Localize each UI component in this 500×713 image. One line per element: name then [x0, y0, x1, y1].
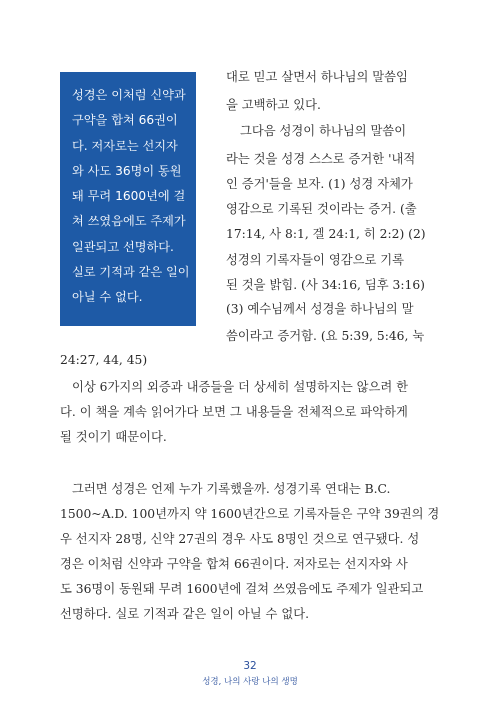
body-line: 다. 이 책을 계속 읽어가다 보면 그 내용들을 전체적으로 파악하게 [60, 405, 408, 419]
body-line: 그다음 성경이 하나님의 말씀이 [240, 124, 407, 138]
body-line: 대로 믿고 살면서 하나님의 말씀임 [226, 70, 408, 84]
body-line: 을 고백하고 있다. [226, 98, 321, 112]
body-line: 씀이라고 증거함. (요 5:39, 5:46, 눅 [226, 329, 425, 343]
body-line: 이상 6가지의 외증과 내증들을 더 상세히 설명하지는 않으려 한 [72, 380, 409, 394]
pull-quote-line: 구약을 합쳐 66권이 [72, 113, 178, 128]
pull-quote-box [60, 72, 196, 326]
body-line: 경은 이처럼 신약과 구약을 합쳐 66권이다. 저자로는 선지자와 사 [60, 557, 408, 571]
pull-quote-line: 아닐 수 없다. [72, 290, 143, 305]
pull-quote-line: 와 사도 36명이 동원 [72, 163, 182, 178]
body-line: 1500~A.D. 100년까지 약 1600년간으로 기록자들은 구약 39권의 경 [60, 507, 440, 521]
pull-quote-line: 일관되고 선명하다. [72, 239, 174, 254]
pull-quote-line: 쳐 쓰였음에도 주제가 [72, 214, 186, 229]
body-line: 된 것을 밝힘. (사 34:16, 딤후 3:16) [226, 278, 425, 292]
body-line: 17:14, 사 8:1, 겔 24:1, 히 2:2) (2) [226, 227, 426, 241]
body-line: 인 증거'들을 보자. (1) 성경 자체가 [226, 177, 413, 191]
body-line: 우 선지자 28명, 신약 27권의 경우 사도 8명인 것으로 연구됐다. 성 [60, 532, 420, 546]
pull-quote-line: 다. 저자로는 선지자 [72, 138, 178, 153]
body-line: 영감으로 기록된 것이라는 증거. (출 [226, 202, 417, 216]
body-line: 라는 것을 성경 스스로 증거한 '내적 [226, 152, 416, 166]
pull-quote-line: 성경은 이처럼 신약과 [72, 88, 186, 102]
body-line: 될 것이기 때문이다. [60, 430, 167, 444]
pull-quote-line: 돼 무려 1600년에 걸 [72, 189, 186, 204]
body-line: 그러면 성경은 언제 누가 기록했을까. 성경기록 연대는 B.C. [72, 482, 391, 496]
pull-quote-line: 실로 기적과 같은 일이 [72, 265, 190, 280]
page-number: 32 [243, 660, 257, 672]
running-footer-title: 성경, 나의 사랑 나의 생명 [202, 677, 298, 687]
body-line: 24:27, 44, 45) [60, 353, 148, 367]
body-line: 성경의 기록자들이 영감으로 기록 [226, 253, 405, 267]
body-line: 도 36명이 동원돼 무려 1600년에 걸쳐 쓰였음에도 주제가 일관되고 [60, 582, 424, 596]
body-line: (3) 예수님께서 성경을 하나님의 말 [226, 302, 414, 316]
body-line: 선명하다. 실로 기적과 같은 일이 아닐 수 없다. [60, 607, 309, 621]
